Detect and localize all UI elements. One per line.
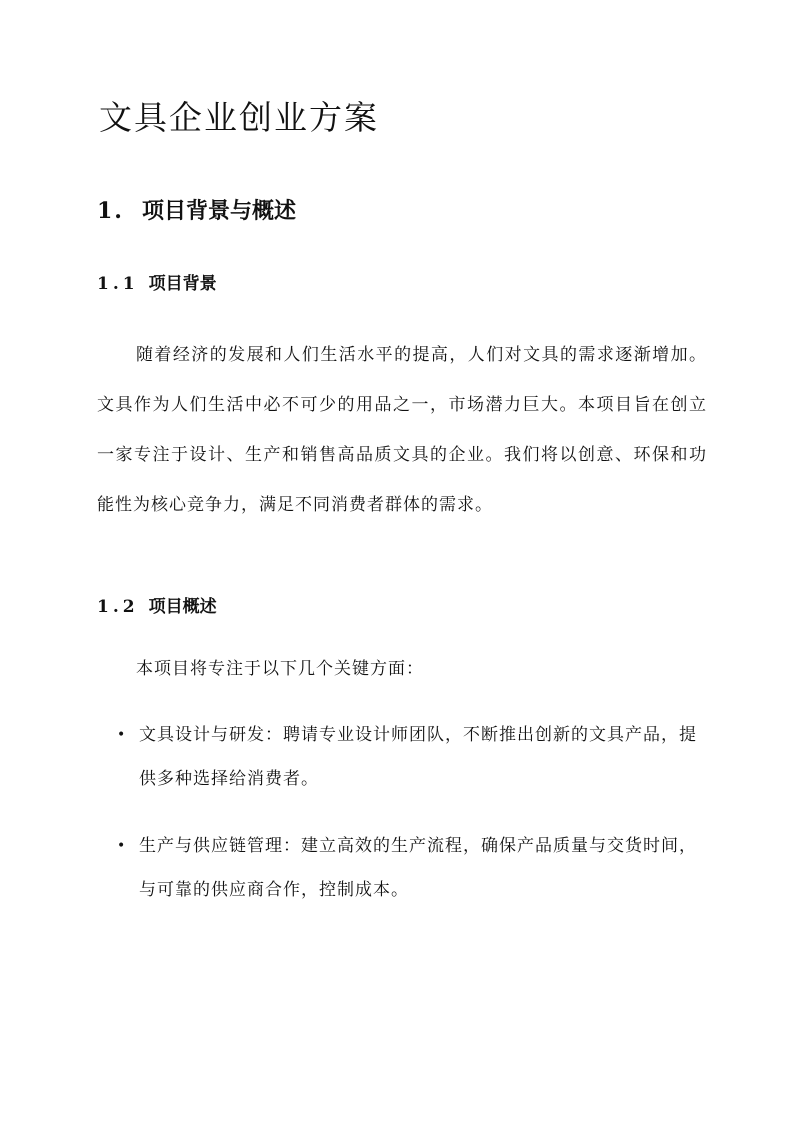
bullet-icon: • [117,838,127,854]
subsection-number: 1.2 [97,597,139,617]
bullet-icon: • [117,727,127,743]
subsection-heading-1-1 [97,271,217,297]
section-number: 1. [97,198,124,224]
list-item-text: 文具设计与研发：聘请专业设计师团队，不断推出创新的文具产品，提供多种选择给消费者。 [139,725,697,789]
list-item-text: 生产与供应链管理：建立高效的生产流程，确保产品质量与交货时间，与可靠的供应商合作，控制成本。 [139,836,697,900]
section-title: 项目背景与概述 [141,198,296,224]
section-heading-1 [97,195,296,227]
document-title: 文具企业创业方案 [99,98,379,137]
background-paragraph: 随着经济的发展和人们生活水平的提高，人们对文具的需求逐渐增加。文具作为人们生活中必不可少的用品之一，市场潜力巨大。本项目旨在创立一家专注于设计、生产和销售高品质文具的企业。我们将以创意、环保和功能性为核心竞争力，满足不同消费者群体的需求。 [97,345,707,515]
list-item [117,713,697,801]
subsection-title: 项目背景 [148,274,217,294]
subsection-number: 1.1 [97,274,139,294]
subsection-title: 项目概述 [148,597,217,617]
overview-bullet-list [117,713,697,935]
subsection-heading-1-2 [97,594,217,620]
list-item [117,824,697,912]
overview-intro: 本项目将专注于以下几个关键方面： [136,659,424,679]
